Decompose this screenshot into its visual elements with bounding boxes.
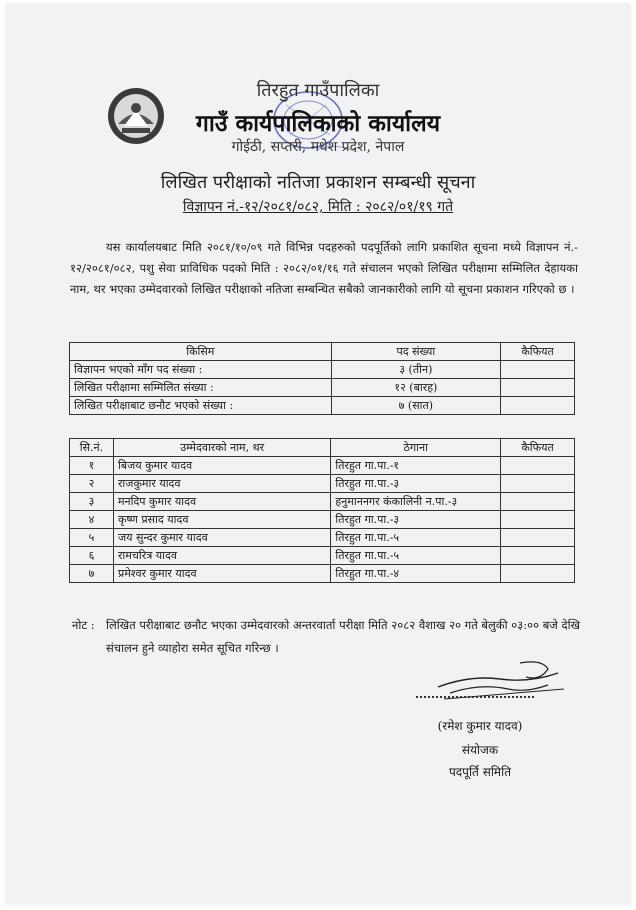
candidates-table [69, 438, 575, 583]
post-count-cell: १२ (बारह) [331, 379, 501, 397]
serial-cell: १ [70, 457, 114, 475]
remarks-cell [501, 457, 575, 475]
remarks-cell [501, 475, 575, 493]
address-cell: तिरहुत गा.पा.-५ [331, 547, 501, 565]
remarks-cell [501, 565, 575, 583]
header-cell: कैफियत [501, 343, 575, 361]
table-row [70, 547, 575, 565]
signatory-name: (रमेश कुमार यादव) [437, 719, 523, 733]
handwritten-signature [430, 655, 570, 715]
rural-municipality-name: तिरहुत गाउँपालिका [256, 80, 380, 101]
remarks-cell [501, 511, 575, 529]
signature-line [416, 696, 534, 698]
remarks-cell [501, 529, 575, 547]
header-cell: कैफियत [501, 439, 575, 457]
signatory-committee: पदपूर्ति समिति [448, 765, 512, 779]
address-cell: तिरहुत गा.पा.-३ [331, 511, 501, 529]
table-row [70, 457, 575, 475]
serial-cell: २ [70, 475, 114, 493]
header-cell: ठेगाना [331, 439, 501, 457]
remarks-cell [501, 397, 575, 415]
candidate-name-cell: मनदिप कुमार यादव [113, 493, 330, 511]
table-row [70, 511, 575, 529]
candidate-name-cell: जय सुन्दर कुमार यादव [113, 529, 330, 547]
header-cell: उम्मेदवारको नाम, थर [113, 439, 330, 457]
post-count-cell: ३ (तीन) [331, 361, 501, 379]
address-cell: तिरहुत गा.पा.-४ [331, 565, 501, 583]
note-text: लिखित परीक्षाबाट छनौट भएका उम्मेदवारको अन्तरवार्ता परीक्षा मिति २०८२ वैशाख २० गते बेलुकी ०३:०० बजे देखि संचालन हुने व्याहोरा समेत सूचित गरिन्छ । [106, 618, 580, 655]
header-cell: पद संख्या [331, 343, 501, 361]
remarks-cell [501, 379, 575, 397]
header-cell: किसिम [70, 343, 332, 361]
header-cell: सि.नं. [70, 439, 114, 457]
table-header-row [70, 343, 575, 361]
address-cell: तिरहुत गा.पा.-३ [331, 475, 501, 493]
table-row [70, 565, 575, 583]
candidate-name-cell: कृष्ण प्रसाद यादव [113, 511, 330, 529]
candidate-name-cell: रामचरित्र यादव [113, 547, 330, 565]
remarks-cell [501, 493, 575, 511]
candidate-name-cell: राजकुमार यादव [113, 475, 330, 493]
candidate-name-cell: बिजय कुमार यादव [113, 457, 330, 475]
table-row [70, 361, 575, 379]
post-count-cell: ७ (सात) [331, 397, 501, 415]
serial-cell: ७ [70, 565, 114, 583]
note-label: नोट : [72, 618, 95, 632]
table-header-row [70, 439, 575, 457]
summary-type-cell: लिखित परीक्षाबाट छनौट भएको संख्या : [70, 397, 332, 415]
address-cell: तिरहुत गा.पा.-१ [331, 457, 501, 475]
notice-reference: विज्ञापन नं.-१२/२०८१/०८२, मिति : २०८२/०१/१९ गते [182, 199, 454, 215]
address-cell: तिरहुत गा.पा.-५ [331, 529, 501, 547]
notice-title: लिखित परीक्षाको नतिजा प्रकाशन सम्बन्धी सूचना [160, 172, 476, 193]
signatory-role: संयोजक [461, 743, 499, 757]
serial-cell: ६ [70, 547, 114, 565]
summary-table [69, 342, 575, 415]
address-cell: हनुमाननगर कंकालिनी न.पा.-३ [331, 493, 501, 511]
table-row [70, 379, 575, 397]
remarks-cell [501, 361, 575, 379]
serial-cell: ५ [70, 529, 114, 547]
notice-paragraph: यस कार्यालयबाट मिति २०८१/१०/०९ गते विभिन्न पदहरुको पदपूर्तिको लागि प्रकाशित सूचना मध्ये विज्ञापन नं.- १२/२०८१/०८२, पशु सेवा प्राविधिक पदको मिति : २०८२/०१/१६ गते संचालन भएको लिखित परीक्षामा सम्मिलित देहायका नाम, थर भएका उम्मेदवारको लिखित परीक्षाको नतिजा सम्बन्धित सबैको जानकारीको लागि यो सूचना प्रकाशन गरिएको छ । [70, 240, 578, 296]
table-row [70, 529, 575, 547]
table-row [70, 475, 575, 493]
summary-type-cell: लिखित परीक्षामा सम्मिलित संख्या : [70, 379, 332, 397]
summary-type-cell: विज्ञापन भएको माँग पद संख्या : [70, 361, 332, 379]
table-row [70, 397, 575, 415]
serial-cell: ४ [70, 511, 114, 529]
candidate-name-cell: प्रमेश्वर कुमार यादव [113, 565, 330, 583]
serial-cell: ३ [70, 493, 114, 511]
office-address: गोईठी, सप्तरी, मधेश प्रदेश, नेपाल [231, 139, 405, 155]
remarks-cell [501, 547, 575, 565]
office-name: गाउँ कार्यपालिकाको कार्यालय [195, 110, 441, 137]
table-row [70, 493, 575, 511]
